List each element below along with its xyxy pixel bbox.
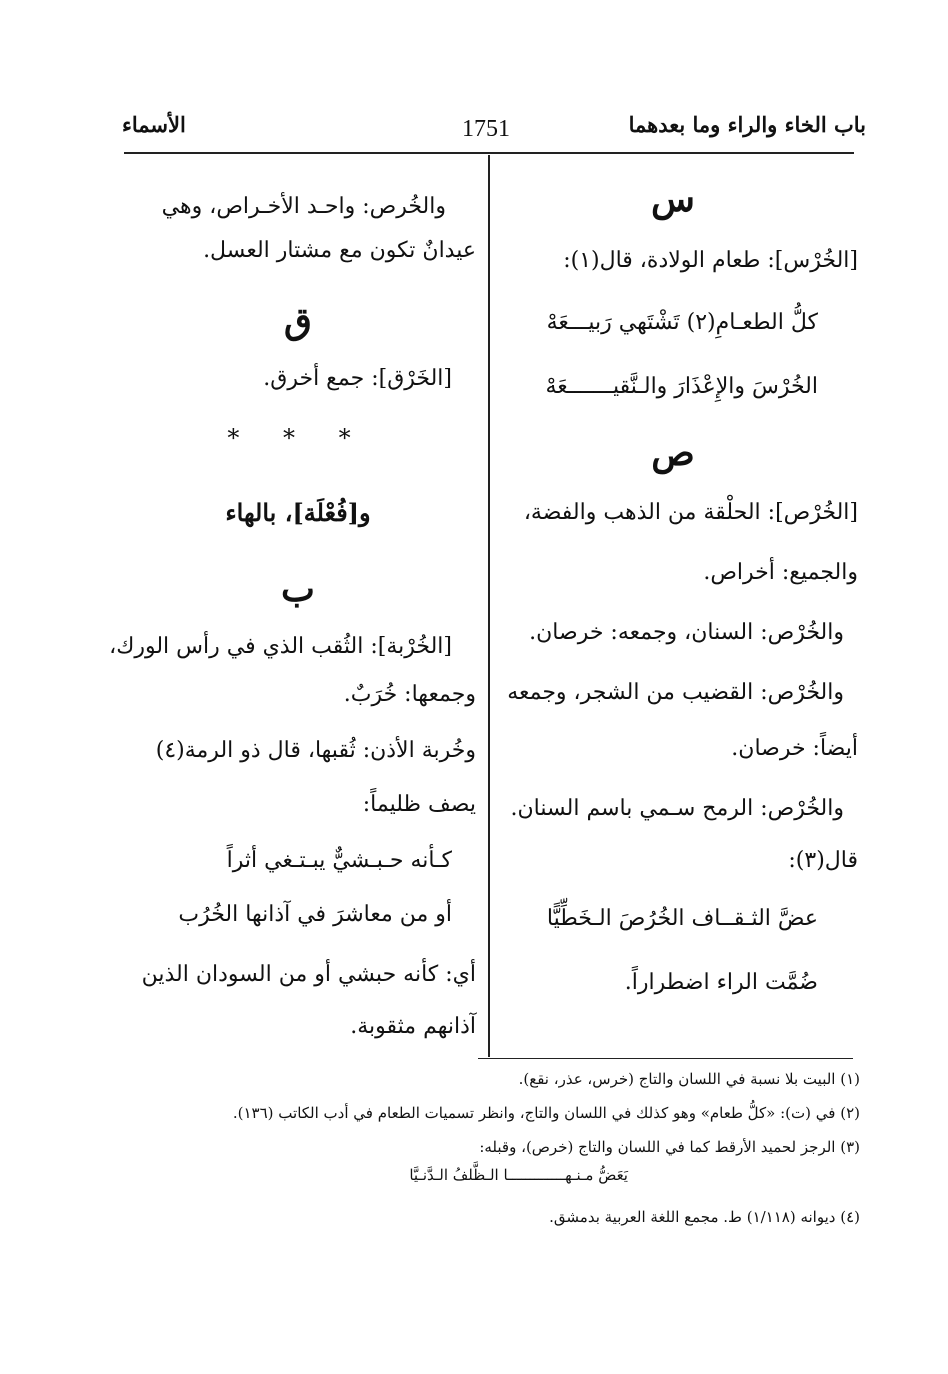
entry-line: والخُرص: واحـد الأخـراص، وهي: [161, 194, 446, 219]
letter-heading-ba: ب: [281, 568, 315, 610]
entry-line: والخُرْص: القضيب من الشجر، وجمعه: [507, 680, 844, 705]
running-head-chapter: باب الخاء والراء وما بعدهما: [628, 112, 866, 137]
section-heading: و[فُعْلَة]، بالهاء: [225, 498, 371, 527]
entry-line: والجميع: أخراص.: [703, 560, 858, 585]
verse-line: كـأنه حـبـشيٌّ يبـتـغي أثراً: [226, 848, 452, 873]
entry-line: [الخُرْص]: الحلْقة من الذهب والفضة،: [523, 500, 858, 525]
footnote-rule: [478, 1058, 853, 1059]
footnote-3-verse: يَعَضُّ مـنـهـــــــــــــا الـظَّلفُ الـدَّنـيَّا: [409, 1166, 628, 1184]
entry-line: [الخَرْق]: جمع أخرق.: [263, 366, 452, 391]
entry-line: والخُرْص: الرمح سـمي باسم السنان.: [510, 796, 844, 821]
entry-line: آذانهم مثقوبة.: [350, 1014, 476, 1039]
footnote-1: (١) البيت بلا نسبة في اللسان والتاج (خرس، عذر، نقع).: [518, 1070, 860, 1088]
entry-line: عيدانٌ تكون مع مشتار العسل.: [203, 238, 476, 263]
letter-heading-qaf: ق: [284, 300, 312, 342]
footnote-4: (٤) ديوانه (١/١١٨) ط. مجمع اللغة العربية بدمشق.: [549, 1208, 860, 1226]
entry-line: [الخُرْبة]: الثُقب الذي في رأس الورك،: [109, 634, 452, 659]
entry-line: وجمعها: خُرَبٌ.: [343, 682, 476, 707]
verse-line: كلُّ الطعـامِ(٢) تَشْتَهي رَبيـــعَهْ: [546, 310, 818, 335]
verse-line: الخُرْسَ والإِعْذَارَ والـنَّقيـــــــعَهْ: [545, 374, 818, 399]
page-number: 1751: [462, 116, 510, 142]
entry-line: [الخُرْس]: طعام الولادة، قال(١):: [563, 248, 858, 273]
entry-line: أيضاً: خرصان.: [731, 736, 858, 761]
verse-line: أو من معاشرَ في آذانها الخُرُب: [178, 902, 452, 927]
footnote-3: (٣) الرجز لحميد الأرقط كما في اللسان والتاج (خرص)، وقبله:: [479, 1138, 860, 1156]
letter-heading-sad: ص: [651, 432, 695, 474]
entry-line: ضُمَّت الراء اضطراراً.: [624, 970, 818, 995]
entry-line: يصف ظليماً:: [362, 792, 476, 817]
entry-line: وخُربة الأذن: ثُقبها، قال ذو الرمة(٤): [155, 738, 476, 763]
entry-line: والخُرْص: السنان، وجمعه: خرصان.: [529, 620, 844, 645]
verse-line: عضَّ الثـقــاف الخُرُصَ الـخَطِّيًّا: [546, 906, 818, 931]
section-separator: * * *: [227, 424, 369, 452]
footnote-2: (٢) في (ت): «كلُّ طعام» وهو كذلك في اللسان والتاج، وانظر تسميات الطعام في أدب الكاتب (١٣٦).: [232, 1104, 860, 1122]
entry-line: أي: كأنه حبشي أو من السودان الذين: [141, 962, 476, 987]
entry-line: قال(٣):: [788, 848, 858, 873]
running-head-section: الأسماء: [122, 112, 186, 137]
letter-heading-sin: س: [651, 178, 695, 220]
